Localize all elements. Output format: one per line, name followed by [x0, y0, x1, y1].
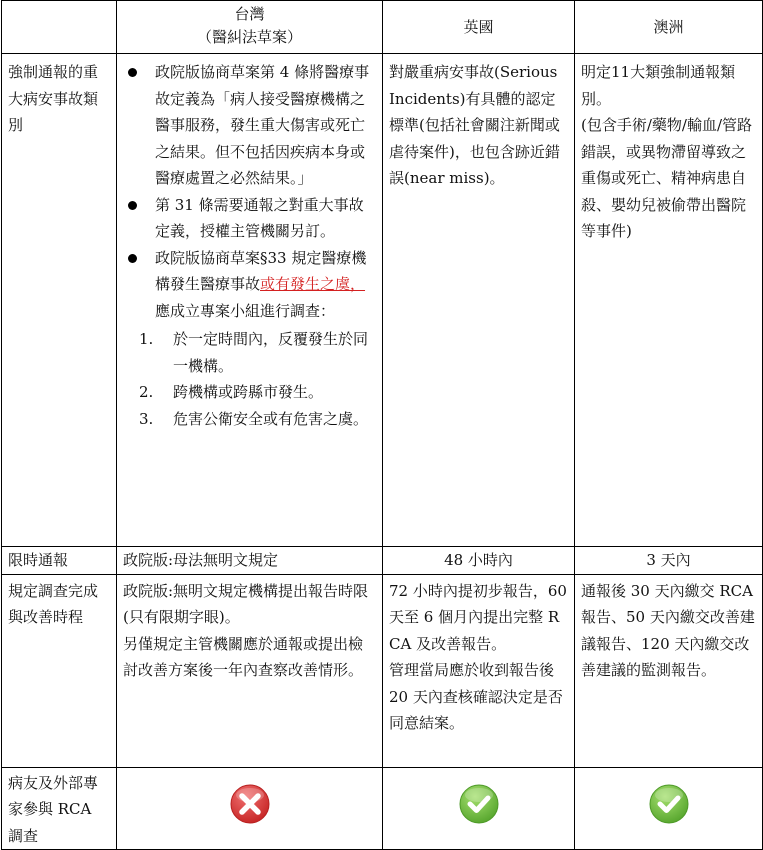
list-number: 2. — [139, 383, 154, 401]
bullet-icon — [128, 201, 137, 210]
uk-text-1: 72 小時內提初步報告，60 天至 6 個月內提出完整 RCA 及改善報告。 — [389, 581, 567, 653]
check-icon — [648, 783, 690, 825]
bullet-icon — [128, 68, 137, 77]
header-taiwan-line2: （醫糾法草案） — [196, 27, 302, 46]
list-text: 跨機構或跨縣市發生。 — [173, 383, 324, 401]
list-number: 1. — [139, 330, 154, 348]
row1-label: 強制通報的重大病安事故類別 — [2, 54, 117, 547]
header-taiwan — [117, 1, 383, 54]
row3-label: 規定調查完成與改善時程 — [2, 574, 117, 767]
taiwan-text-2: 另僅規定主管機關應於通報或提出檢討改善方案後一年內查察改善情形。 — [123, 634, 364, 679]
row1-taiwan — [117, 54, 383, 547]
bullet-icon — [128, 254, 137, 263]
row2-uk: 48 小時內 — [383, 547, 575, 575]
bullet-text: 第 31 條需要通報之對重大事故定義，授權主管機關另訂。 — [155, 195, 364, 240]
row-time-limit — [2, 547, 763, 575]
check-icon — [458, 783, 500, 825]
australia-text-2: (包含手術/藥物/輸血/管路錯誤，或異物滯留導致之重傷或死亡、精神病患自殺、嬰幼兒被偷帶出醫院等事件) — [581, 116, 753, 240]
cross-icon — [229, 783, 271, 825]
row2-australia: 3 天內 — [575, 547, 763, 575]
list-item — [123, 192, 376, 245]
row4-uk — [383, 767, 575, 850]
row4-australia — [575, 767, 763, 850]
row1-australia — [575, 54, 763, 547]
list-item — [123, 245, 376, 325]
list-text: 於一定時間內，反覆發生於同一機構。 — [173, 330, 369, 375]
bullet-text: 政院版協商草案第 4 條將醫療事故定義為「病人接受醫療機構之醫事服務，發生重大傷害或死亡之結果。但不包括因疾病本身或醫療處置之必然結果。」 — [155, 63, 370, 187]
taiwan-bullet-list — [123, 59, 376, 324]
row2-taiwan: 政院版:母法無明文規定 — [117, 547, 383, 575]
row1-uk: 對嚴重病安事故(Serious Incidents)有具體的認定標準(包括社會關注新聞或虐待案件)，也包含跡近錯誤(near miss)。 — [383, 54, 575, 547]
list-item — [123, 379, 376, 406]
bullet-text: 政院版協商草案§33 規定醫療機構發生醫療事故 — [155, 248, 367, 293]
bullet-text: 應成立專案小組進行調查： — [155, 301, 336, 320]
header-row — [2, 1, 763, 54]
row-investigation-timeline — [2, 574, 763, 767]
row4-taiwan — [117, 767, 383, 850]
row-rca-participation — [2, 767, 763, 850]
australia-text-1: 明定11大類強制通報類別。 — [581, 63, 736, 108]
row3-australia: 通報後 30 天內繳交 RCA 報告、50 天內繳交改善建議報告、120 天內繳交改善建議的監測報告。 — [575, 574, 763, 767]
list-text: 危害公衛安全或有危害之虞。 — [173, 409, 369, 428]
row3-taiwan — [117, 574, 383, 767]
row3-uk — [383, 574, 575, 767]
list-item — [123, 59, 376, 192]
list-number: 3. — [139, 409, 154, 428]
row2-label: 限時通報 — [2, 547, 117, 575]
row4-label: 病友及外部專家參與 RCA 調查 — [2, 767, 117, 850]
header-uk: 英國 — [383, 1, 575, 54]
taiwan-numbered-list — [123, 326, 376, 432]
header-taiwan-line1: 台灣 — [234, 5, 265, 23]
comparison-table — [1, 0, 763, 850]
uk-text-2: 管理當局應於收到報告後 20 天內查核確認決定是否同意結案。 — [389, 661, 563, 732]
header-empty-cell — [2, 1, 117, 54]
red-highlight-text: 或有發生之虞， — [260, 275, 366, 293]
list-item — [123, 326, 376, 379]
row-serious-incidents — [2, 54, 763, 547]
list-item — [123, 406, 376, 433]
header-australia: 澳洲 — [575, 1, 763, 54]
taiwan-text-1: 政院版:無明文規定機構提出報告時限(只有限期字眼)。 — [123, 581, 369, 626]
